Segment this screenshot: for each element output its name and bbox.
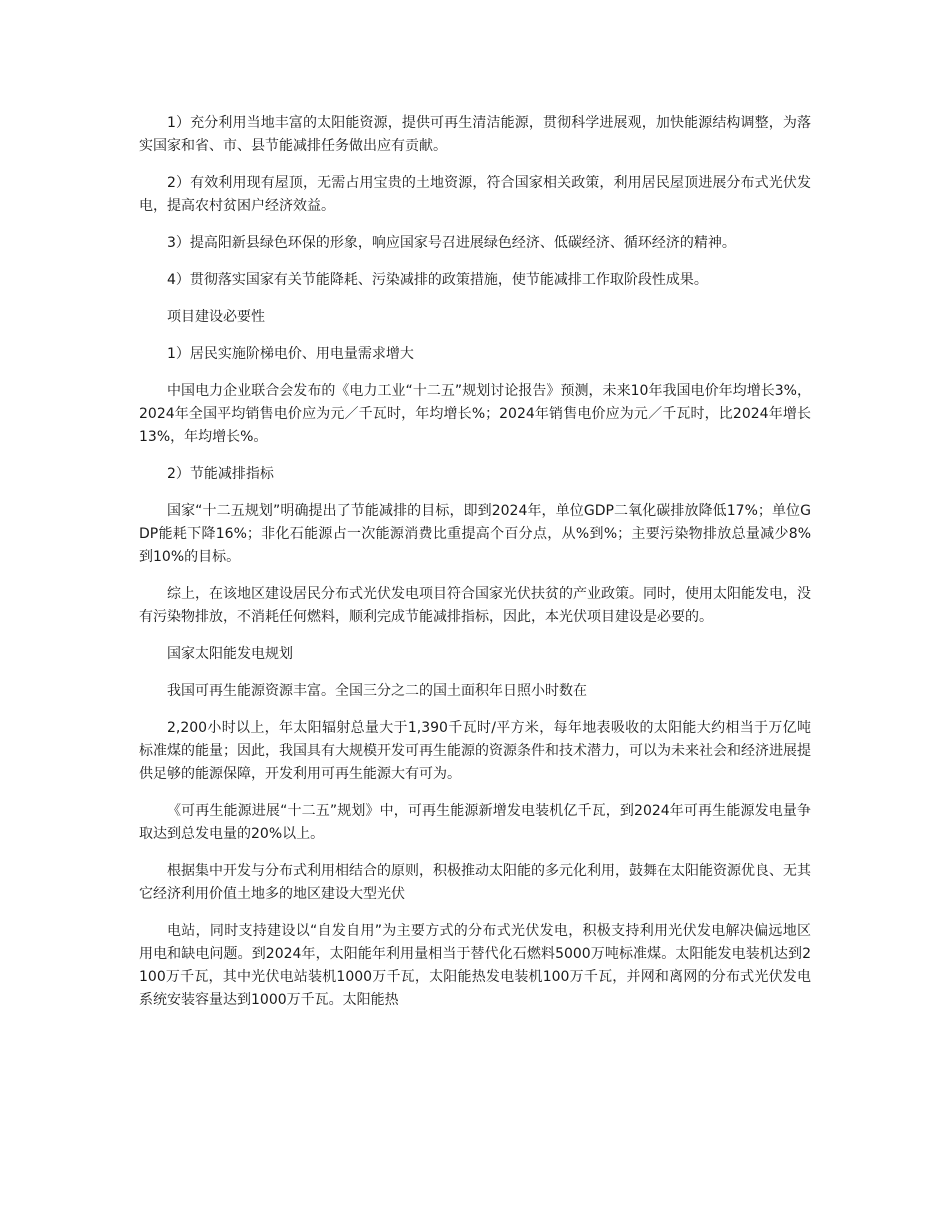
paragraph-sunshine-hours: 2,200小时以上，年太阳辐射总量大于1,390千瓦时/平方米，每年地表吸收的太阳能大约相当于万亿吨标准煤的能量；因此，我国具有大规模开发可再生能源的资源条件和技术潜力，可以为未来社会和经济进展提供足够的能源保障，开发利用可再生能源大有可为。: [139, 720, 811, 782]
paragraph-goal-2: 2）有效利用现有屋顶，无需占用宝贵的土地资源，符合国家相关政策，利用居民屋顶进展分布式光伏发电，提高农村贫困户经济效益。: [139, 175, 811, 214]
paragraph-electricity-price: 中国电力企业联合会发布的《电力工业“十二五”规划讨论报告》预测，未来10年我国电价年均增长3%，2024年全国平均销售电价应为元／千瓦时，年均增长%；2024年销售电价应为元／千瓦时，比2024年增长13%，年均增长%。: [139, 383, 811, 445]
paragraph-renewable-plan: 《可再生能源进展“十二五”规划》中，可再生能源新增发电装机亿千瓦，到2024年可再生能源发电量争取达到总发电量的20%以上。: [139, 803, 811, 842]
paragraph-emission-targets: 国家“十二五规划”明确提出了节能减排的目标，即到2024年，单位GDP二氧化碳排放降低17%；单位GDP能耗下降16%；非化石能源占一次能源消费比重提高个百分点，从%到%；主要污染物排放总量减少8%到10%的目标。: [139, 503, 811, 565]
subheading-tiered-pricing: 1）居民实施阶梯电价、用电量需求增大: [167, 346, 414, 362]
document-body: [139, 112, 811, 1026]
subheading-emission-targets: 2）节能减排指标: [167, 466, 274, 482]
section-heading-necessity: 项目建设必要性: [167, 309, 265, 325]
paragraph-distributed-pv: 电站，同时支持建设以“自发自用”为主要方式的分布式光伏发电，积极支持利用光伏发电解决偏远地区用电和缺电问题。到2024年，太阳能年利用量相当于替代化石燃料5000万吨标准煤。太阳能发电装机达到2100万千瓦，其中光伏电站装机1000万千瓦，太阳能热发电装机100万千瓦，并网和离网的分布式光伏发电系统安装容量达到1000万千瓦。太阳能热: [139, 923, 811, 1008]
paragraph-development-principle: 根据集中开发与分布式利用相结合的原则，积极推动太阳能的多元化利用，鼓舞在太阳能资源优良、无其它经济利用价值土地多的地区建设大型光伏: [139, 863, 811, 902]
paragraph-conclusion: 综上，在该地区建设居民分布式光伏发电项目符合国家光伏扶贫的产业政策。同时，使用太阳能发电，没有污染物排放，不消耗任何燃料，顺利完成节能减排指标，因此，本光伏项目建设是必要的。: [139, 586, 811, 625]
section-heading-solar-plan: 国家太阳能发电规划: [167, 646, 293, 662]
paragraph-goal-4: 4）贯彻落实国家有关节能降耗、污染减排的政策措施，使节能减排工作取阶段性成果。: [167, 272, 708, 288]
paragraph-goal-3: 3）提高阳新县绿色环保的形象，响应国家号召进展绿色经济、低碳经济、循环经济的精神。: [167, 235, 736, 251]
paragraph-goal-1: 1）充分利用当地丰富的太阳能资源，提供可再生清洁能源，贯彻科学进展观，加快能源结构调整，为落实国家和省、市、县节能减排任务做出应有贡献。: [139, 115, 811, 154]
paragraph-resources-intro: 我国可再生能源资源丰富。全国三分之二的国土面积年日照小时数在: [167, 683, 587, 699]
